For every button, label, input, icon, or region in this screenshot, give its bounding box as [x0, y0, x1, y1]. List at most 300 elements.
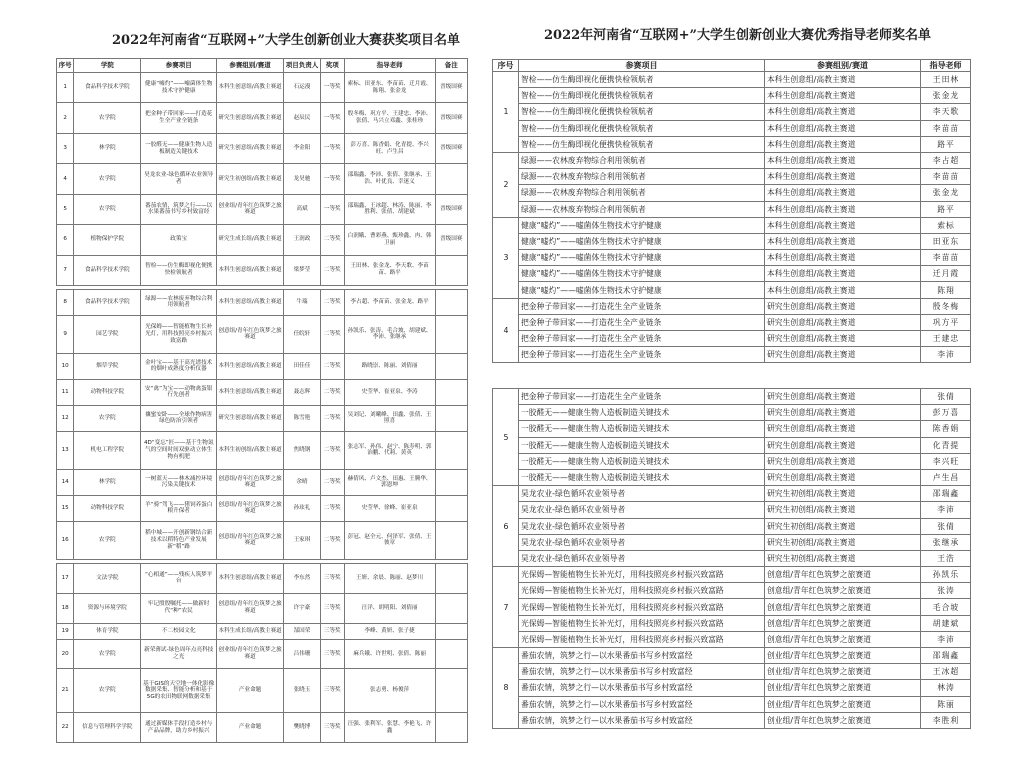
- cell-advisor: 彭冠、赵全元、何泽军、张倩、王彼章: [344, 521, 435, 559]
- table-row: [493, 233, 971, 249]
- cell-track: 本科生创意组/高教主赛道: [765, 266, 921, 282]
- cell-teacher: 路平: [921, 136, 971, 152]
- cell-track: 本科生创意组/高教主赛道: [765, 233, 921, 249]
- table-row: [493, 72, 971, 88]
- cell-project: 番茄农情，筑梦之行——以水果番茄书写乡村致富经: [141, 194, 217, 224]
- cell-track: 本科生创意组/高教主赛道: [765, 201, 921, 217]
- cell-leader: 龙昊驰: [284, 164, 321, 194]
- cell-leader: 李东然: [284, 564, 321, 594]
- cell-teacher: 林涛: [921, 680, 971, 696]
- cell-award: 一等奖: [320, 73, 344, 103]
- cell-advisor: 王妍、余晨、陈丽、赵梦川: [344, 564, 435, 594]
- cell-leader: 余晴: [284, 469, 321, 495]
- cell-track: 本科生初创组/高教主赛道: [217, 431, 284, 469]
- cell-teacher: 卢生昌: [921, 469, 971, 485]
- cell-track: 创意组/青年红色筑梦之旅赛道: [765, 631, 921, 647]
- cell-note: [435, 315, 468, 353]
- cell-college: 文法学院: [74, 564, 141, 594]
- cell-track: 创意组/青年红色筑梦之旅赛道: [765, 567, 921, 583]
- cell-award: 二等奖: [320, 354, 344, 380]
- cell-college: 信息与管理科学学院: [74, 713, 141, 743]
- advisor-table-part-2: [492, 388, 971, 729]
- table-row: [57, 255, 468, 285]
- cell-track: 研究生创意组/高教主赛道: [217, 405, 284, 431]
- cell-teacher: 化青提: [921, 437, 971, 453]
- cell-track: 研究生创意组/高教主赛道: [765, 314, 921, 330]
- cell-leader: 任皖轩: [284, 315, 321, 353]
- table-row: [493, 104, 971, 120]
- cell-project: 番茄农情，筑梦之行—以水果番茄书写乡村致富经: [519, 696, 765, 712]
- cell-no: 1: [57, 73, 74, 103]
- cell-project: 把金种子带回家——打造花生全产业链条: [519, 389, 765, 405]
- cell-no: 10: [57, 354, 74, 380]
- group-number: 7: [493, 567, 519, 648]
- cell-track: 创业组/青年红色筑梦之旅赛道: [765, 664, 921, 680]
- cell-advisor: 李峰、黄妍、张子捷: [344, 623, 435, 639]
- group-number: 5: [493, 389, 519, 486]
- cell-teacher: 李兴旺: [921, 453, 971, 469]
- table-header-row: [493, 60, 971, 72]
- table-row: [57, 431, 468, 469]
- cell-no: 19: [57, 623, 74, 639]
- cell-project: 金叶宝——基于高光谱技术的烟叶成熟度分析仪器: [141, 354, 217, 380]
- table-row: [493, 250, 971, 266]
- cell-teacher: 王冰超: [921, 664, 971, 680]
- cell-teacher: 李沛: [921, 631, 971, 647]
- cell-project: 昊龙农业-绿色循环农业领导者: [519, 534, 765, 550]
- cell-award: 二等奖: [320, 290, 344, 316]
- cell-track: 本科生创意组/高教主赛道: [765, 250, 921, 266]
- column-header: 学院: [74, 59, 141, 73]
- group-number: 8: [493, 648, 519, 729]
- cell-leader: 梁梦莹: [284, 255, 321, 285]
- table-row: [493, 437, 971, 453]
- cell-college: 植物保护学院: [74, 225, 141, 255]
- cell-note: 晋级国赛: [435, 194, 468, 224]
- cell-track: 本科生创意组/高教主赛道: [217, 379, 284, 405]
- cell-track: 研究生初创组/高教主赛道: [765, 534, 921, 550]
- cell-project: 光保姆—智能植物生长补光灯，用科技照亮乡村振兴致富路: [519, 583, 765, 599]
- cell-leader: 高斌: [284, 194, 321, 224]
- cell-project: 政策宝: [141, 225, 217, 255]
- cell-project: 绿源——农林废弃物综合利用领航者: [519, 169, 765, 185]
- cell-track: 研究生创意组/高教主赛道: [765, 405, 921, 421]
- cell-teacher: 陈香娟: [921, 421, 971, 437]
- cell-teacher: 陈翔: [921, 282, 971, 298]
- table-row: [57, 639, 468, 669]
- cell-note: [435, 354, 468, 380]
- cell-project: 把金种子带回家——打造花生全产业链条: [519, 331, 765, 347]
- cell-track: 创业组/青年红色筑梦之旅赛道: [765, 648, 921, 664]
- cell-teacher: 李沛: [921, 502, 971, 518]
- table-row: [493, 120, 971, 136]
- cell-project: 光保姆—智能植物生长补光灯，用科技照亮乡村振兴致富路: [519, 615, 765, 631]
- cell-track: 本科生创意组/高教主赛道: [217, 564, 284, 594]
- cell-no: 14: [57, 469, 74, 495]
- cell-award: 一等奖: [320, 194, 344, 224]
- table-row: [493, 518, 971, 534]
- cell-no: 9: [57, 315, 74, 353]
- cell-track: 创意组/青年红色筑梦之旅赛道: [217, 469, 284, 495]
- cell-track: 创业组/青年红色筑梦之旅赛道: [217, 639, 284, 669]
- cell-no: 22: [57, 713, 74, 743]
- cell-advisor: 史莹华、崔亚泉、李涛: [344, 379, 435, 405]
- cell-college: 农学院: [74, 405, 141, 431]
- cell-note: [435, 639, 468, 669]
- cell-college: 农学院: [74, 103, 141, 133]
- table-row: [57, 521, 468, 559]
- cell-project: 昊龙农业-绿色循环农业领导者: [519, 550, 765, 566]
- cell-college: 资源与环境学院: [74, 593, 141, 623]
- cell-track: 本科生创意组/高教主赛道: [217, 290, 284, 316]
- cell-track: 研究生初创组/高教主赛道: [765, 518, 921, 534]
- table-row: [493, 453, 971, 469]
- cell-teacher: 李胜利: [921, 712, 971, 728]
- cell-advisor: 张志军、孙伟、赵宁、陈寿明、郭治鹏、代莉、黄英: [344, 431, 435, 469]
- cell-teacher: 李苗苗: [921, 250, 971, 266]
- table-row: [57, 469, 468, 495]
- cell-teacher: 殷冬梅: [921, 298, 971, 314]
- table-row: [493, 615, 971, 631]
- cell-teacher: 张金龙: [921, 88, 971, 104]
- cell-college: 农学院: [74, 521, 141, 559]
- cell-award: 二等奖: [320, 521, 344, 559]
- cell-leader: 田佳佳: [284, 354, 321, 380]
- cell-teacher: 张倩: [921, 389, 971, 405]
- table-row: [493, 389, 971, 405]
- cell-project: 智检——仿生酶即视化便携快检领航者: [519, 136, 765, 152]
- cell-project: 番茄农情，筑梦之行—以水果番茄书写乡村致富经: [519, 680, 765, 696]
- cell-advisor: 汪强、张利军、张慧、李艳飞、许鑫: [344, 713, 435, 743]
- cell-project: 基于GIS的天空地一体化影像数据采集、智能分析和基于5G的农田物联网数据采集: [141, 669, 217, 713]
- cell-teacher: 彭万喜: [921, 405, 971, 421]
- table-row: [493, 567, 971, 583]
- cell-project: 一胶醛无——健康生物人造板制造关键技术: [519, 469, 765, 485]
- table-row: [57, 225, 468, 255]
- cell-leader: 赵辰民: [284, 103, 321, 133]
- left-page-title: 2022年河南省“互联网+”大学生创新创业大赛获奖项目名单: [112, 33, 461, 48]
- cell-project: 智检——仿生酶即视化便携快检领航者: [519, 104, 765, 120]
- cell-note: [435, 669, 468, 713]
- table-row: [493, 550, 971, 566]
- table-row: [57, 354, 468, 380]
- cell-track: 本科生创意组/高教主赛道: [765, 136, 921, 152]
- cell-note: [435, 290, 468, 316]
- cell-project: 一胶醛无——健康生物人造板制造关键技术: [519, 437, 765, 453]
- cell-note: [435, 564, 468, 594]
- table-row: [493, 217, 971, 233]
- advisor-table-part-1: [492, 59, 971, 363]
- cell-award: 二等奖: [320, 431, 344, 469]
- table-row: [493, 185, 971, 201]
- table-row: [493, 648, 971, 664]
- table-row: [57, 405, 468, 431]
- table-row: [493, 282, 971, 298]
- cell-project: 绿源——农林废弃物综合利用领航者: [141, 290, 217, 316]
- cell-no: 11: [57, 379, 74, 405]
- cell-college: 食品科学技术学院: [74, 290, 141, 316]
- cell-award: 三等奖: [320, 713, 344, 743]
- cell-leader: 吕伟珊: [284, 639, 321, 669]
- cell-teacher: 路平: [921, 201, 971, 217]
- cell-advisor: 张志勇、杨俊萍: [344, 669, 435, 713]
- cell-no: 8: [57, 290, 74, 316]
- cell-award: 三等奖: [320, 639, 344, 669]
- cell-advisor: 王田林、张金龙、李天歌、李苗苗、路平: [344, 255, 435, 285]
- table-row: [493, 405, 971, 421]
- cell-award: 三等奖: [320, 623, 344, 639]
- cell-track: 研究生创意组/高教主赛道: [765, 469, 921, 485]
- cell-track: 创业组/青年红色筑梦之旅赛道: [217, 194, 284, 224]
- cell-advisor: 汪洋、胡明阳、刘倩丽: [344, 593, 435, 623]
- cell-project: 通过新媒体手段打造乡村与产品品牌，助力乡村振兴: [141, 713, 217, 743]
- cell-project: 健康“嘘灼”——嘘菌体生物技术守护健康: [519, 266, 765, 282]
- cell-teacher: 邵瑞鑫: [921, 648, 971, 664]
- cell-track: 本科生创意组/高教主赛道: [217, 73, 284, 103]
- cell-teacher: 李占超: [921, 152, 971, 168]
- group-number: 1: [493, 72, 519, 153]
- table-row: [493, 502, 971, 518]
- cell-project: 稻中城——开创新钢结合新技术以稻特色产业发展新“稻”路: [141, 521, 217, 559]
- cell-advisor: 路晓崇、陈丽、刘倩丽: [344, 354, 435, 380]
- cell-advisor: 邵瑞鑫、王冰超、林涛、陈丽、李胜利、张倩、胡建斌: [344, 194, 435, 224]
- cell-award: 二等奖: [320, 379, 344, 405]
- cell-project: 一胶醛无——健康生物人造板制造关键技术: [519, 453, 765, 469]
- cell-note: [435, 521, 468, 559]
- cell-note: [435, 255, 468, 285]
- cell-no: 3: [57, 133, 74, 163]
- right-page-title: 2022年河南省“互联网+”大学生创新创业大赛优秀指导老师奖名单: [544, 28, 932, 43]
- cell-project: 健康“嘘灼”——嘘菌体生物技术守护健康: [519, 233, 765, 249]
- cell-project: 一胶醛无——健康生物人造板制造关键技术: [519, 421, 765, 437]
- table-row: [57, 495, 468, 521]
- cell-no: 5: [57, 194, 74, 224]
- column-header: 序号: [57, 59, 74, 73]
- award-table-part-2: [56, 289, 468, 560]
- cell-track: 创意组/青年红色筑梦之旅赛道: [217, 521, 284, 559]
- cell-project: 一胶醛无——健康生物人造板制造关键技术: [141, 133, 217, 163]
- cell-project: 昊龙农业-绿色循环农业领导者: [519, 486, 765, 502]
- cell-advisor: 殷冬梅、巩方平、王建忠、李沛、张倩、马兴立邓鑫、张桂珍: [344, 103, 435, 133]
- cell-project: 昊龙农业-绿色循环农业领导者: [141, 164, 217, 194]
- table-row: [57, 564, 468, 594]
- cell-track: 研究生创意组/高教主赛道: [765, 347, 921, 363]
- cell-track: 本科生创意组/高教主赛道: [765, 120, 921, 136]
- cell-project: 智检——仿生酶即视化便携快检领航者: [141, 255, 217, 285]
- cell-project: 光保姆—智能植物生长补光灯，用科技照亮乡村振兴致富路: [519, 631, 765, 647]
- table-row: [493, 599, 971, 615]
- cell-leader: 郜国荣: [284, 623, 321, 639]
- cell-project: 智检——仿生酶即视化便携快检领航者: [519, 72, 765, 88]
- cell-college: 园艺学院: [74, 315, 141, 353]
- group-number: 3: [493, 217, 519, 298]
- column-header: 参赛组别/赛道: [765, 60, 921, 72]
- table-row: [57, 164, 468, 194]
- table-row: [493, 152, 971, 168]
- cell-track: 研究生创意组/高教主赛道: [217, 133, 284, 163]
- cell-advisor: 麻兵娥、许世明、张倩、陈丽: [344, 639, 435, 669]
- cell-award: 二等奖: [320, 255, 344, 285]
- cell-track: 本科生创意组/高教主赛道: [765, 72, 921, 88]
- cell-track: 本科生成长组/高教主赛道: [217, 623, 284, 639]
- cell-project: 把金种子带回家——打造花生全产业全链条: [141, 103, 217, 133]
- cell-track: 研究生初创组/高教主赛道: [765, 502, 921, 518]
- table-row: [493, 486, 971, 502]
- cell-award: 二等奖: [320, 225, 344, 255]
- cell-track: 研究生创意组/高教主赛道: [765, 453, 921, 469]
- cell-note: [435, 405, 468, 431]
- table-row: [57, 623, 468, 639]
- table-row: [493, 347, 971, 363]
- cell-college: 机电工程学院: [74, 431, 141, 469]
- table-header-row: [57, 59, 468, 73]
- cell-no: 17: [57, 564, 74, 594]
- table-row: [57, 194, 468, 224]
- cell-note: [435, 593, 468, 623]
- cell-project: “心相通”——残疾人筑梦平台: [141, 564, 217, 594]
- column-header: 奖项: [320, 59, 344, 73]
- cell-no: 7: [57, 255, 74, 285]
- cell-project: 绿源——农林废弃物综合利用领航者: [519, 185, 765, 201]
- cell-track: 产业命题: [217, 669, 284, 713]
- cell-note: [435, 713, 468, 743]
- cell-no: 21: [57, 669, 74, 713]
- table-row: [493, 696, 971, 712]
- cell-leader: 牛瑞: [284, 290, 321, 316]
- cell-track: 创业组/青年红色筑梦之旅赛道: [765, 680, 921, 696]
- cell-college: 农学院: [74, 164, 141, 194]
- cell-project: 光保姆—智能植物生长补光灯，用科技照亮乡村振兴致富路: [519, 567, 765, 583]
- cell-project: 把金种子带回家——打造花生全产业链条: [519, 347, 765, 363]
- cell-note: [435, 431, 468, 469]
- cell-track: 创意组/青年红色筑梦之旅赛道: [765, 615, 921, 631]
- cell-leader: 樊晓博: [284, 713, 321, 743]
- cell-teacher: 李天歌: [921, 104, 971, 120]
- cell-track: 本科生创意组/高教主赛道: [217, 255, 284, 285]
- cell-project: 智检——仿生酶即视化便携快检领航者: [519, 88, 765, 104]
- group-number: 6: [493, 486, 519, 567]
- cell-advisor: 邵瑞鑫、李沛、张倩、张继承、王浩、叶优良、幸迷义: [344, 164, 435, 194]
- cell-award: 一等奖: [320, 103, 344, 133]
- cell-track: 创业组/青年红色筑梦之旅赛道: [765, 696, 921, 712]
- cell-track: 本科生创意组/高教主赛道: [217, 354, 284, 380]
- cell-teacher: 迁月霞: [921, 266, 971, 282]
- column-header: 序号: [493, 60, 519, 72]
- cell-college: 农学院: [74, 639, 141, 669]
- cell-note: [435, 164, 468, 194]
- cell-college: 动物科技学院: [74, 495, 141, 521]
- cell-no: 20: [57, 639, 74, 669]
- cell-leader: 许宇豪: [284, 593, 321, 623]
- cell-advisor: 赫倩风、卢文杰、田惠、王腾华、郭恩坤: [344, 469, 435, 495]
- cell-teacher: 巩方平: [921, 314, 971, 330]
- cell-project: 把金种子带回家——打造花生全产业链条: [519, 314, 765, 330]
- cell-leader: 张晓玉: [284, 669, 321, 713]
- award-table-part-1: [56, 58, 468, 286]
- cell-project: 昊龙农业-绿色循环农业领导者: [519, 502, 765, 518]
- cell-project: 不二校园文化: [141, 623, 217, 639]
- cell-track: 本科生创意组/高教主赛道: [765, 152, 921, 168]
- cell-track: 本科生创意组/高教主赛道: [765, 282, 921, 298]
- cell-teacher: 李苗苗: [921, 120, 971, 136]
- cell-project: 安“禽”为宝——动物禽蛋银行先创者: [141, 379, 217, 405]
- cell-project: 光保姆—智能植物生长补光灯，用科技照亮乡村振兴致富路: [519, 599, 765, 615]
- cell-no: 18: [57, 593, 74, 623]
- cell-teacher: 张继承: [921, 534, 971, 550]
- cell-teacher: 田亚东: [921, 233, 971, 249]
- table-row: [493, 331, 971, 347]
- cell-award: 二等奖: [320, 469, 344, 495]
- cell-college: 体育学院: [74, 623, 141, 639]
- cell-track: 本科生创意组/高教主赛道: [765, 104, 921, 120]
- table-row: [493, 169, 971, 185]
- cell-advisor: 索标、田亚东、李苗苗、迁月霞、陈翔、张金龙: [344, 73, 435, 103]
- cell-no: 13: [57, 431, 74, 469]
- cell-teacher: 李苗苗: [921, 169, 971, 185]
- table-row: [493, 314, 971, 330]
- cell-leader: 李金阳: [284, 133, 321, 163]
- cell-teacher: 陈丽: [921, 696, 971, 712]
- cell-project: 绿源——农林废弃物综合利用领航者: [519, 201, 765, 217]
- cell-project: 羊“骑”驾飞——猪饲养蛋白粮升保者: [141, 495, 217, 521]
- cell-project: 牢记殷殷嘱托——做新时代“种”农民: [141, 593, 217, 623]
- cell-track: 创意组/青年红色筑梦之旅赛道: [765, 583, 921, 599]
- cell-teacher: 张倩: [921, 518, 971, 534]
- cell-track: 研究生创意组/高教主赛道: [217, 103, 284, 133]
- cell-college: 农学院: [74, 194, 141, 224]
- group-number: 4: [493, 298, 519, 363]
- cell-note: [435, 469, 468, 495]
- cell-track: 本科生创意组/高教主赛道: [765, 169, 921, 185]
- table-row: [493, 534, 971, 550]
- cell-track: 研究生创意组/高教主赛道: [765, 389, 921, 405]
- cell-project: 光保姆——智能植物生长补光灯，用科技照亮乡村振兴致富路: [141, 315, 217, 353]
- cell-project: 把金种子带回家——打造花生全产业链条: [519, 298, 765, 314]
- cell-college: 农学院: [74, 669, 141, 713]
- table-row: [57, 379, 468, 405]
- table-row: [493, 631, 971, 647]
- cell-project: 昊龙农业-绿色循环农业领导者: [519, 518, 765, 534]
- table-row: [493, 136, 971, 152]
- cell-advisor: 彭万喜、陈香娟、化青提、李兴旺、卢生昌: [344, 133, 435, 163]
- cell-teacher: 索标: [921, 217, 971, 233]
- cell-college: 林学院: [74, 469, 141, 495]
- cell-award: 三等奖: [320, 564, 344, 594]
- cell-no: 12: [57, 405, 74, 431]
- cell-track: 本科生创意组/高教主赛道: [765, 185, 921, 201]
- table-row: [57, 713, 468, 743]
- group-number: 2: [493, 152, 519, 217]
- table-row: [57, 315, 468, 353]
- cell-track: 研究生初创组/高教主赛道: [765, 486, 921, 502]
- cell-leader: 焦晓钢: [284, 431, 321, 469]
- cell-track: 产业命题: [217, 713, 284, 743]
- cell-track: 研究生创意组/高教主赛道: [765, 437, 921, 453]
- table-row: [57, 669, 468, 713]
- table-row: [493, 664, 971, 680]
- column-header: 项目负责人: [284, 59, 321, 73]
- cell-teacher: 张涛: [921, 583, 971, 599]
- cell-leader: 陈雪艳: [284, 405, 321, 431]
- cell-project: 智检——仿生酶即视化便携快检领航者: [519, 120, 765, 136]
- cell-leader: 石运漫: [284, 73, 321, 103]
- cell-teacher: 李沛: [921, 347, 971, 363]
- cell-leader: 王家琪: [284, 521, 321, 559]
- cell-no: 6: [57, 225, 74, 255]
- column-header: 指导老师: [344, 59, 435, 73]
- cell-advisor: 孙凯乐、张涛、毛合坡、胡建斌、李沛、张继承: [344, 315, 435, 353]
- table-row: [493, 680, 971, 696]
